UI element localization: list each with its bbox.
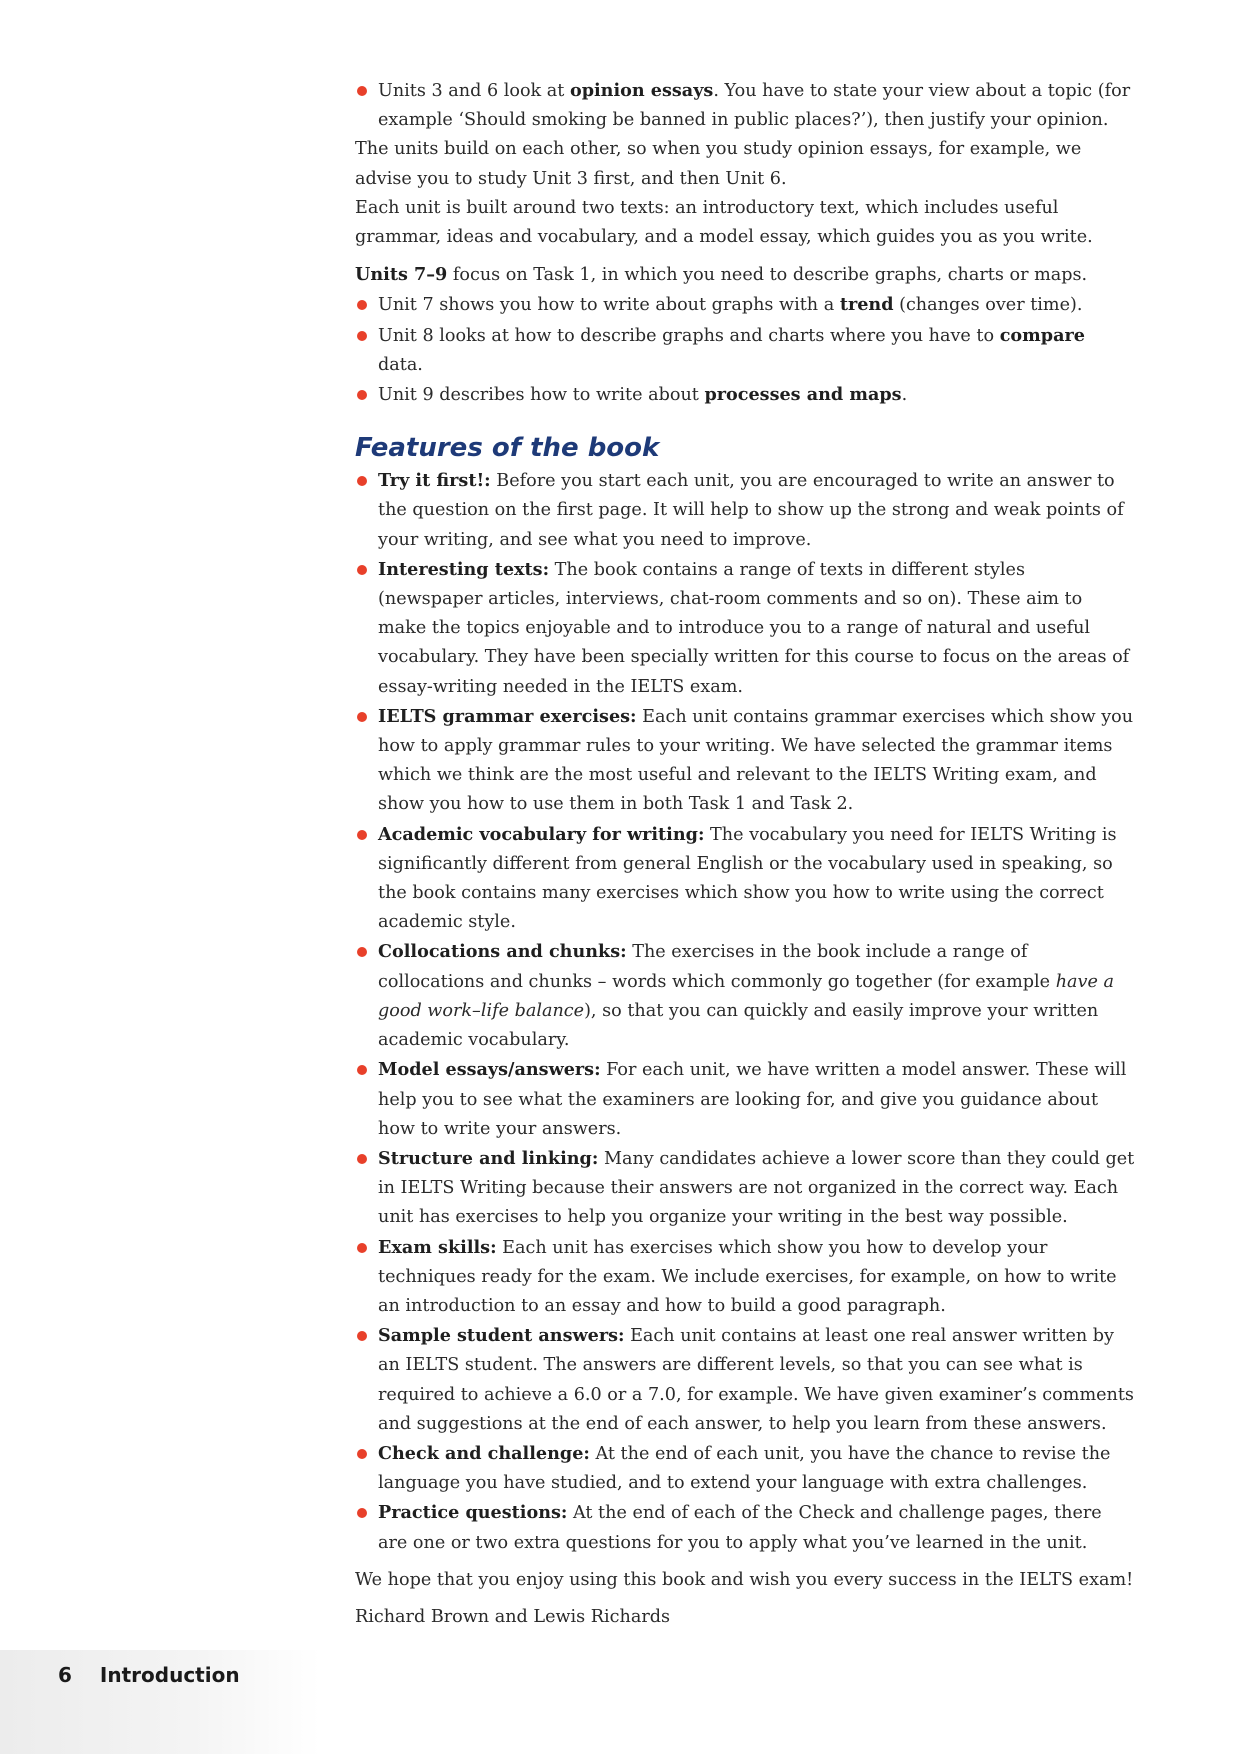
paragraph-units-build: The units build on each other, so when you study opinion essays, for example, we advise you to study Unit 3 first, and then Unit 6. — [355, 139, 1082, 189]
page-footer — [58, 1663, 240, 1687]
page-number: 6 — [58, 1663, 72, 1687]
bullet-text: . — [901, 385, 908, 406]
bullet-text: (changes over time). — [893, 295, 1083, 316]
list-item — [355, 937, 1135, 1055]
list-item — [355, 1321, 1135, 1439]
feature-example: have a good work–life balance — [378, 971, 1114, 1021]
feature-text: Each unit contains grammar exercises which show you how to apply grammar rules to your writing. We have selected the grammar items which we think are the most useful and relevant to the IELTS Writing exam, and show you how to use them in both Task 1 and Task 2. — [378, 706, 1134, 815]
feature-title: Sample student answers: — [378, 1325, 625, 1347]
bullet-text: Unit 7 shows you how to write about graphs with a — [378, 295, 840, 316]
feature-title: Academic vocabulary for writing: — [378, 823, 705, 845]
bullet-text: data. — [378, 354, 423, 375]
feature-title: Model essays/answers: — [378, 1059, 601, 1081]
task1-text: focus on Task 1, in which you need to describe graphs, charts or maps. — [447, 265, 1088, 286]
bullet-text: Unit 9 describes how to write about — [378, 385, 705, 406]
paragraph-unit-texts: Each unit is built around two texts: an introductory text, which includes useful grammar, ideas and vocabulary, and a model essay, which guides you as you write. — [355, 197, 1093, 248]
paragraph-task1 — [355, 260, 1135, 290]
bullet-keyword: trend — [839, 294, 894, 316]
list-item — [355, 1498, 1135, 1557]
feature-title: Check and challenge: — [378, 1442, 590, 1464]
features-heading: Features of the book — [355, 433, 660, 464]
feature-title: Collocations and chunks: — [378, 941, 627, 963]
features-list — [355, 466, 1135, 1558]
list-item — [355, 380, 1135, 410]
feature-title: Practice questions: — [378, 1502, 568, 1524]
feature-text: At the end of each unit, you have the chance to revise the language you have studied, and to extend your language with extra challenges. — [378, 1443, 1111, 1494]
list-item — [355, 1233, 1135, 1322]
feature-title: Structure and linking: — [378, 1147, 599, 1169]
list-item — [355, 702, 1135, 820]
feature-title: Interesting texts: — [378, 558, 550, 580]
bullet-text: Unit 8 looks at how to describe graphs and charts where you have to — [378, 325, 1000, 346]
list-item — [355, 1439, 1135, 1498]
task1-bullets — [355, 290, 1135, 410]
list-item — [355, 555, 1135, 702]
feature-text: The vocabulary you need for IELTS Writing is significantly different from general English or the vocabulary used in speaking, so the book contains many exercises which show you how to write using the correct academic style. — [378, 824, 1117, 933]
list-item — [355, 321, 1135, 380]
feature-text: ), so that you can quickly and easily improve your written academic vocabulary. — [378, 1000, 1099, 1051]
feature-title: IELTS grammar exercises: — [378, 705, 637, 727]
feature-text: The book contains a range of texts in different styles (newspaper articles, interviews, chat-room comments and so on). These aim to make the topics enjoyable and to introduce you to a range of natural and useful vocabulary. They have been specially written for this course to focus on the areas of essay-writing needed in the IELTS exam. — [378, 559, 1130, 697]
feature-text: Before you start each unit, you are encouraged to write an answer to the question on the first page. It will help to show up the strong and weak points of your writing, and see what you need to improve. — [378, 471, 1124, 550]
bullet-text: Units 3 and 6 look at — [378, 81, 570, 101]
list-item — [355, 1144, 1135, 1233]
feature-title: Exam skills: — [378, 1236, 497, 1258]
section-title: Introduction — [99, 1663, 240, 1687]
feature-text: Each unit has exercises which show you how to develop your techniques ready for the exam. We include exercises, for example, on how to write an introduction to an essay and how to build a good paragraph. — [378, 1237, 1117, 1316]
list-item — [355, 76, 1135, 135]
feature-text: Many candidates achieve a lower score than they could get in IELTS Writing because their answers are not organized in the correct way. Each unit has exercises to help you organize your writing in the best way possible. — [378, 1148, 1135, 1228]
list-item — [355, 466, 1135, 555]
task1-units: Units 7–9 — [355, 264, 448, 286]
feature-text: Each unit contains at least one real answer written by an IELTS student. The answers are different levels, so that you can see what is required to achieve a 6.0 or a 7.0, for example. We have given examiner’s comments and suggestions at the end of each answer, to help you learn from these answers. — [378, 1326, 1134, 1434]
list-item — [355, 290, 1135, 320]
list-item — [355, 1055, 1135, 1144]
bullet-text: . You have to state your view about a topic (for example ‘Should smoking be banned in public places?’), then justify your opinion. — [378, 81, 1131, 131]
list-item — [355, 820, 1135, 938]
feature-text: For each unit, we have written a model answer. These will help you to see what the examiners are looking for, and give you guidance about how to write your answers. — [378, 1060, 1127, 1139]
intro-bullets-opinion — [355, 76, 1135, 135]
authors: Richard Brown and Lewis Richards — [355, 1606, 671, 1627]
closing-paragraph: We hope that you enjoy using this book and wish you every success in the IELTS exam! — [355, 1569, 1134, 1590]
feature-text: The exercises in the book include a range of collocations and chunks – words which commonly go together (for example — [378, 942, 1056, 992]
feature-text: At the end of each of the Check and challenge pages, there are one or two extra questions for you to apply what you’ve learned in the unit. — [378, 1503, 1102, 1553]
bullet-keyword: processes and maps — [704, 384, 902, 406]
bullet-keyword: compare — [999, 324, 1085, 346]
bullet-keyword: opinion essays — [569, 80, 714, 101]
feature-title: Try it first!: — [378, 470, 491, 492]
page-content — [355, 76, 1135, 1632]
